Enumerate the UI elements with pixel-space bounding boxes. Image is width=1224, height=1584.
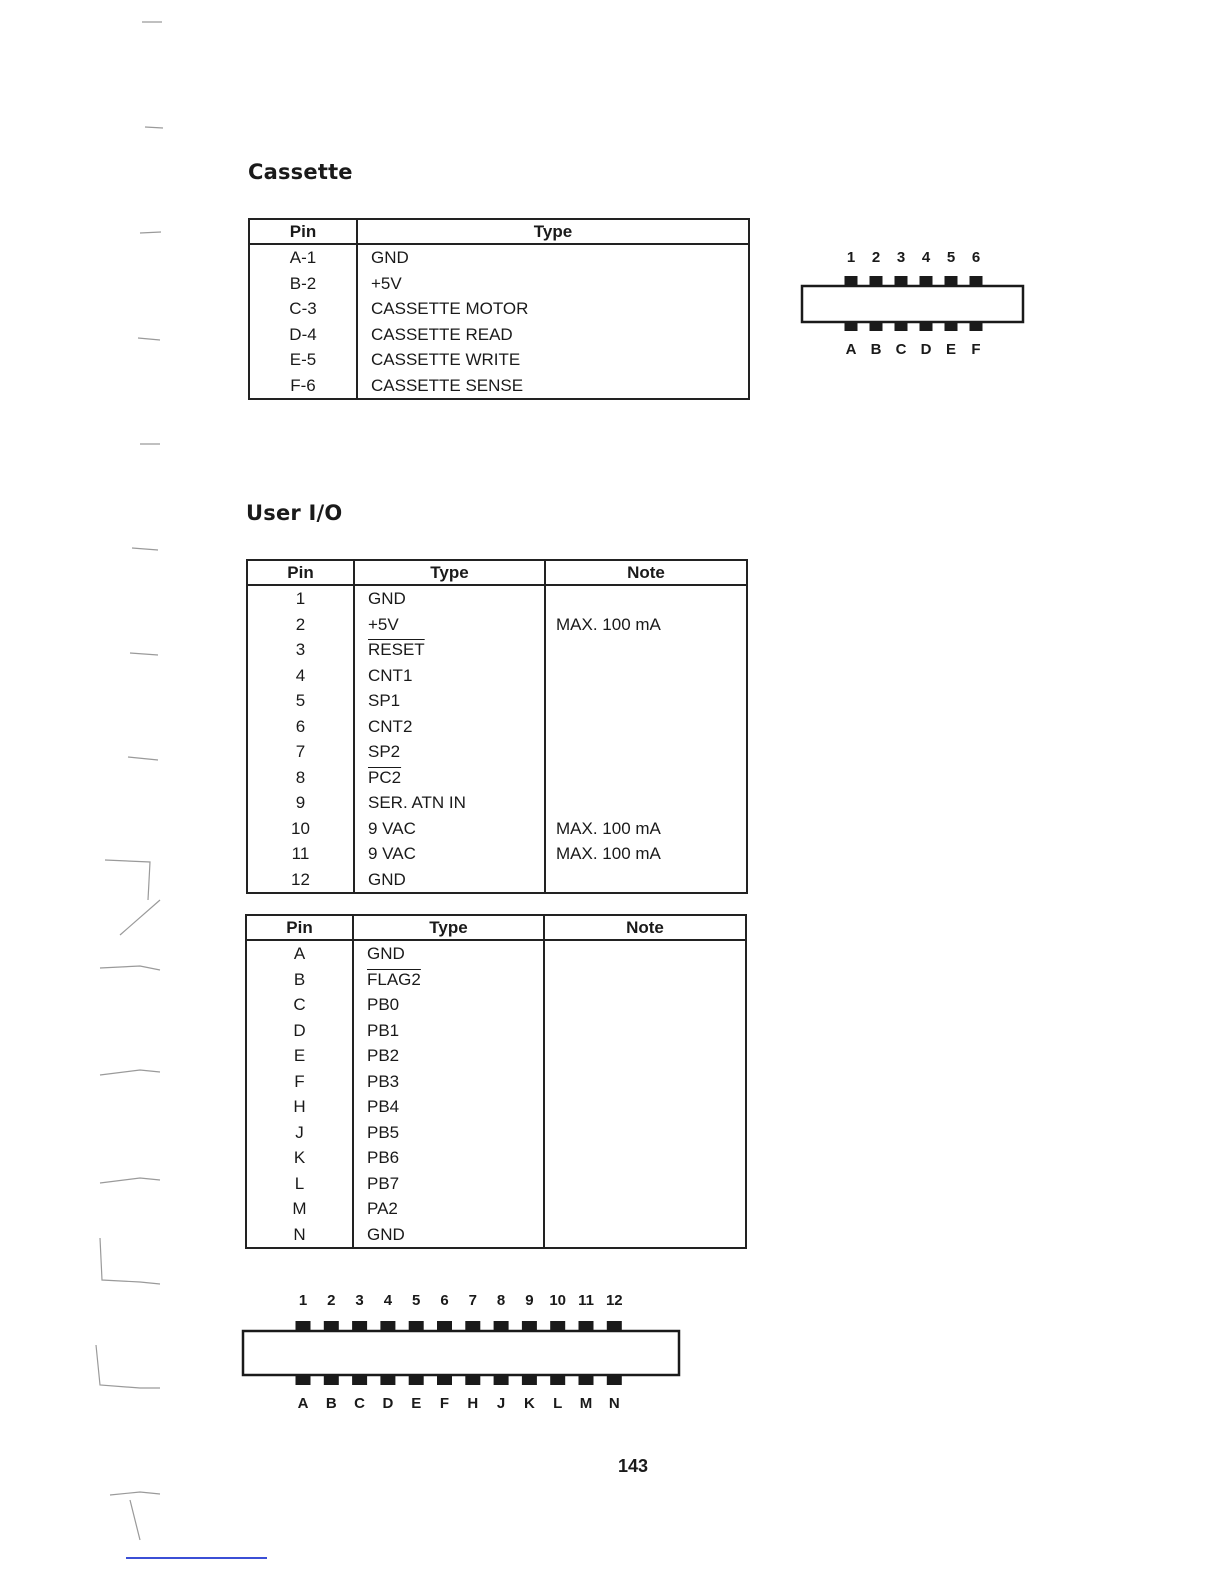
type-cell	[354, 765, 545, 791]
connector-pin	[870, 276, 883, 285]
table-row	[246, 967, 746, 993]
note-cell	[544, 940, 746, 967]
pin-cell: 9	[247, 790, 354, 816]
type-cell: PB6	[353, 1145, 544, 1171]
table-row	[246, 1120, 746, 1146]
connector-pin	[296, 1321, 311, 1331]
table-row	[247, 637, 747, 663]
pin-cell: K	[246, 1145, 353, 1171]
table-row	[246, 1222, 746, 1249]
pin-cell: F-6	[249, 373, 357, 400]
connector-pin-label: 1	[298, 1292, 308, 1309]
note-cell	[545, 663, 747, 689]
note-cell: MAX. 100 mA	[556, 818, 661, 838]
connector-pin	[409, 1321, 424, 1331]
note-cell	[544, 992, 746, 1018]
connector-pin-label: 2	[327, 1292, 336, 1309]
note-cell	[544, 1094, 746, 1120]
connector-pin	[895, 276, 908, 285]
note-cell	[544, 1018, 746, 1044]
table-row	[247, 663, 747, 689]
connector-pin-label: D	[920, 341, 932, 358]
pin-cell: 10	[247, 816, 354, 842]
connector-pin	[494, 1321, 509, 1331]
table-header-row	[247, 560, 747, 585]
pin-cell: N	[246, 1222, 353, 1249]
note-column-header: Note	[544, 915, 746, 940]
connector-pin-label: C	[354, 1395, 366, 1412]
connector-pin-label: 6	[971, 249, 981, 266]
table-row	[249, 271, 749, 297]
pin-cell: 11	[247, 841, 354, 867]
table-row	[246, 1069, 746, 1095]
connector-pin-label: 10	[549, 1292, 567, 1309]
type-cell: +5V	[371, 273, 402, 293]
connector-pin-label: 1	[846, 249, 856, 266]
table-row	[246, 1171, 746, 1197]
note-cell	[545, 714, 747, 740]
type-cell: GND	[353, 940, 544, 967]
connector-pin	[352, 1375, 367, 1385]
type-cell: PB3	[353, 1069, 544, 1095]
type-cell	[353, 967, 544, 993]
cassette-pin-table	[248, 218, 750, 400]
user-io-heading: User I/O	[246, 501, 343, 525]
user-io-connector-diagram	[240, 1286, 682, 1418]
active-low-signal: PC2	[368, 767, 402, 787]
connector-pin-label: 8	[496, 1292, 506, 1309]
note-cell	[545, 739, 747, 765]
connector-pin	[522, 1321, 537, 1331]
table-row	[246, 1196, 746, 1222]
type-cell: PB1	[353, 1018, 544, 1044]
pin-cell: H	[246, 1094, 353, 1120]
table-row	[246, 940, 746, 967]
note-cell	[544, 1171, 746, 1197]
note-cell	[544, 1196, 746, 1222]
connector-pin	[945, 276, 958, 285]
connector-pin	[579, 1321, 594, 1331]
connector-pin	[437, 1321, 452, 1331]
connector-pin	[522, 1375, 537, 1385]
cassette-connector-svg	[800, 244, 1026, 360]
connector-pin-label: 3	[896, 249, 906, 266]
note-cell	[545, 765, 747, 791]
active-low-signal: RESET	[368, 640, 425, 659]
type-cell: PB7	[353, 1171, 544, 1197]
connector-pin-label: B	[325, 1395, 337, 1412]
pin-cell: F	[246, 1069, 353, 1095]
pin-cell: 2	[247, 612, 354, 638]
connector-pin	[550, 1321, 565, 1331]
connector-pin	[465, 1375, 480, 1385]
table-row	[249, 244, 749, 271]
connector-pin-label: 4	[921, 249, 931, 266]
type-cell: PB2	[353, 1043, 544, 1069]
table-row	[247, 714, 747, 740]
type-cell: GND	[353, 1222, 544, 1249]
table-row	[249, 296, 749, 322]
note-cell	[544, 1222, 746, 1249]
type-cell: PB0	[353, 992, 544, 1018]
type-cell: SP1	[354, 688, 545, 714]
connector-pin	[352, 1321, 367, 1331]
connector-pin-label: B	[870, 341, 882, 358]
pin-column-header: Pin	[249, 219, 357, 244]
table-row	[246, 1145, 746, 1171]
type-cell: CASSETTE SENSE	[371, 375, 524, 395]
note-cell	[545, 637, 747, 663]
type-cell: 9 VAC	[354, 841, 545, 867]
pin-column-header: Pin	[247, 560, 354, 585]
note-cell	[545, 585, 747, 612]
table-row	[247, 841, 747, 867]
connector-pin-label: 4	[383, 1292, 393, 1309]
type-cell: CASSETTE READ	[371, 324, 513, 344]
connector-pin	[607, 1321, 622, 1331]
connector-body	[802, 286, 1023, 322]
connector-pin-label: K	[523, 1395, 535, 1412]
user-io-connector-svg	[240, 1286, 682, 1418]
table-row	[246, 1043, 746, 1069]
connector-pin-label: L	[553, 1395, 563, 1412]
pin-cell: M	[246, 1196, 353, 1222]
pin-cell: D-4	[249, 322, 357, 348]
connector-pin	[324, 1321, 339, 1331]
pin-cell: 5	[247, 688, 354, 714]
connector-pin-label: 2	[871, 249, 881, 266]
type-cell: PB4	[353, 1094, 544, 1120]
pin-cell: L	[246, 1171, 353, 1197]
active-low-signal: FLAG2	[367, 969, 421, 989]
footer-rule	[126, 1557, 267, 1559]
connector-pin-label: 5	[946, 249, 956, 266]
pin-cell: E-5	[249, 347, 357, 373]
connector-pin	[945, 322, 958, 331]
note-cell: MAX. 100 mA	[556, 614, 661, 634]
table-header-row	[246, 915, 746, 940]
note-cell	[544, 1069, 746, 1095]
table-row	[247, 612, 747, 638]
connector-pin-label: 5	[412, 1292, 421, 1309]
connector-pin-label: 11	[578, 1292, 594, 1309]
type-cell: CASSETTE WRITE	[371, 350, 521, 369]
connector-pin-label: A	[845, 341, 857, 358]
connector-pin-label: 12	[605, 1292, 623, 1309]
note-cell	[544, 1145, 746, 1171]
table-row	[247, 739, 747, 765]
connector-pin	[296, 1375, 311, 1385]
user-io-bottom-pin-table	[245, 914, 747, 1249]
cassette-heading: Cassette	[248, 160, 353, 184]
type-cell: CNT2	[354, 714, 545, 740]
connector-body	[243, 1331, 679, 1375]
type-cell	[354, 637, 545, 663]
connector-pin	[409, 1375, 424, 1385]
connector-pin-label: A	[297, 1395, 309, 1412]
pin-cell: 3	[247, 637, 354, 663]
type-cell: GND	[354, 585, 545, 612]
type-cell: PA2	[353, 1196, 544, 1222]
pin-cell: A-1	[249, 244, 357, 271]
table-row	[249, 347, 749, 373]
pin-cell: J	[246, 1120, 353, 1146]
pin-column-header: Pin	[246, 915, 353, 940]
type-cell: PB5	[353, 1120, 544, 1146]
table-row	[247, 688, 747, 714]
type-cell: 9 VAC	[354, 816, 545, 842]
type-cell: SP2	[354, 739, 545, 765]
connector-pin-label: 6	[440, 1292, 449, 1309]
connector-pin	[920, 322, 933, 331]
connector-pin-label: H	[467, 1395, 479, 1412]
connector-pin	[970, 322, 983, 331]
connector-pin	[465, 1321, 480, 1331]
pin-cell: 1	[247, 585, 354, 612]
user-io-top-pin-table	[246, 559, 748, 894]
connector-pin-label: E	[945, 341, 957, 358]
type-cell: CNT1	[354, 663, 545, 689]
note-cell	[544, 967, 746, 993]
table-row	[246, 1094, 746, 1120]
type-column-header: Type	[353, 915, 544, 940]
note-cell	[544, 1043, 746, 1069]
connector-pin	[437, 1375, 452, 1385]
connector-pin	[380, 1375, 395, 1385]
connector-pin-label: D	[382, 1395, 394, 1412]
type-column-header: Type	[357, 219, 749, 244]
connector-pin	[845, 276, 858, 285]
connector-pin	[550, 1375, 565, 1385]
pin-cell: 4	[247, 663, 354, 689]
pin-cell: A	[246, 940, 353, 967]
note-cell	[544, 1120, 746, 1146]
connector-pin	[895, 322, 908, 331]
connector-pin-label: F	[971, 341, 981, 358]
binder-edge-marks	[0, 0, 175, 1584]
table-header-row	[249, 219, 749, 244]
type-cell: GND	[354, 867, 545, 894]
table-row	[246, 1018, 746, 1044]
connector-pin-label: 7	[468, 1292, 477, 1309]
pin-cell: C-3	[249, 296, 357, 322]
table-row	[247, 585, 747, 612]
pin-cell: D	[246, 1018, 353, 1044]
connector-pin-label: F	[439, 1395, 450, 1412]
connector-pin	[380, 1321, 395, 1331]
table-row	[247, 816, 747, 842]
table-row	[249, 373, 749, 400]
table-row	[247, 867, 747, 894]
connector-pin	[607, 1375, 622, 1385]
note-cell	[545, 688, 747, 714]
table-row	[249, 322, 749, 348]
pin-cell: C	[246, 992, 353, 1018]
type-cell: CASSETTE MOTOR	[371, 299, 529, 318]
pin-cell: B-2	[249, 271, 357, 297]
table-row	[247, 765, 747, 791]
pin-cell: 6	[247, 714, 354, 740]
pin-cell: 12	[247, 867, 354, 894]
note-cell	[545, 790, 747, 816]
connector-pin	[579, 1375, 594, 1385]
connector-pin	[970, 276, 983, 285]
connector-pin	[920, 276, 933, 285]
pin-cell: B	[246, 967, 353, 993]
note-column-header: Note	[545, 560, 747, 585]
table-row	[246, 992, 746, 1018]
connector-pin-label: N	[608, 1395, 620, 1412]
connector-pin-label: J	[496, 1395, 506, 1412]
note-cell: MAX. 100 mA	[556, 844, 661, 863]
connector-pin	[494, 1375, 509, 1385]
note-cell	[545, 867, 747, 894]
type-cell: +5V	[354, 612, 545, 638]
connector-pin	[870, 322, 883, 331]
connector-pin-label: M	[579, 1395, 593, 1412]
connector-pin-label: E	[411, 1395, 422, 1412]
cassette-connector-diagram	[800, 244, 1026, 360]
connector-pin-label: C	[895, 341, 907, 358]
connector-pin	[845, 322, 858, 331]
connector-pin-label: 9	[525, 1292, 534, 1309]
table-row	[247, 790, 747, 816]
type-cell: GND	[371, 248, 409, 267]
pin-cell: 8	[247, 765, 354, 791]
type-cell: SER. ATN IN	[354, 790, 545, 816]
type-column-header: Type	[354, 560, 545, 585]
pin-cell: E	[246, 1043, 353, 1069]
pin-cell: 7	[247, 739, 354, 765]
page-number: 143	[617, 1456, 649, 1476]
connector-pin	[324, 1375, 339, 1385]
connector-pin-label: 3	[355, 1292, 364, 1309]
